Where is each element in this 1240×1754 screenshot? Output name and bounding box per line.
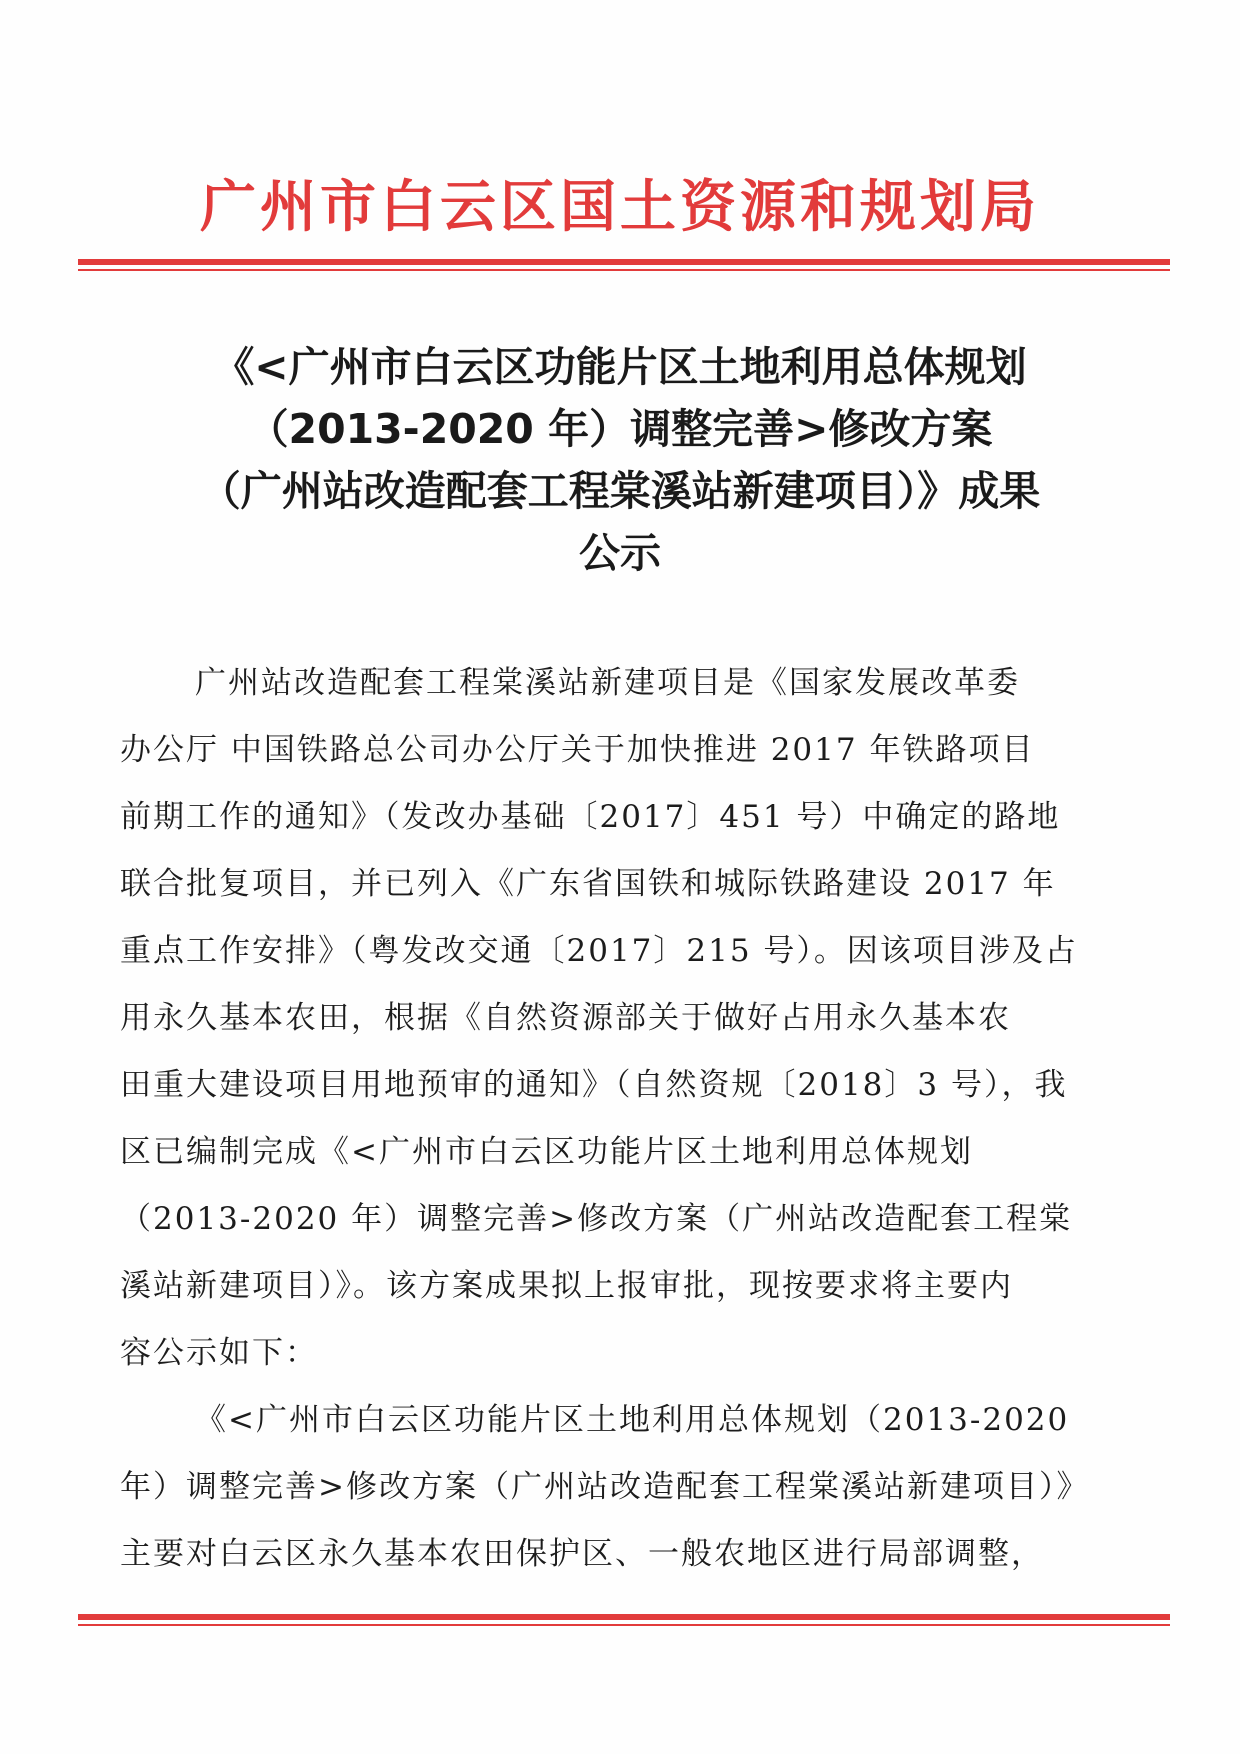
body-line: 用永久基本农田，根据《自然资源部关于做好占用永久基本农 (120, 1000, 1011, 1036)
header-divider-thick (78, 259, 1170, 265)
title-line: 《<广州市白云区功能片区土地利用总体规划 (213, 343, 1027, 391)
body-line: 田重大建设项目用地预审的通知》（自然资规〔2018〕3 号），我 (120, 1067, 1068, 1103)
issuing-authority-header: 广州市白云区国土资源和规划局 (200, 174, 1040, 240)
footer-divider (78, 1614, 1170, 1626)
header-divider (78, 259, 1170, 271)
title-line: 公示 (579, 529, 661, 577)
body-line: 《<广州市白云区功能片区土地利用总体规划（2013-2020 (195, 1402, 1070, 1438)
body-line: 前期工作的通知》（发改办基础〔2017〕451 号）中确定的路地 (120, 799, 1061, 835)
body-line: 办公厅 中国铁路总公司办公厅关于加快推进 2017 年铁路项目 (120, 732, 1035, 768)
body-line: 溪站新建项目）》。该方案成果拟上报审批，现按要求将主要内 (120, 1268, 1013, 1304)
document-title (100, 336, 1140, 584)
body-line: 区已编制完成《<广州市白云区功能片区土地利用总体规划 (120, 1134, 973, 1170)
footer-divider-thin (78, 1624, 1170, 1626)
paragraph-1 (120, 650, 1140, 1387)
body-line: 主要对白云区永久基本农田保护区、一般农地区进行局部调整， (120, 1536, 1044, 1572)
document-body (120, 650, 1140, 1588)
body-line: 广州站改造配套工程棠溪站新建项目是《国家发展改革委 (195, 665, 1020, 701)
title-line: （2013-2020 年）调整完善>修改方案 (247, 405, 993, 453)
header-divider-thin (78, 269, 1170, 271)
title-line: （广州站改造配套工程棠溪站新建项目）》成果 (199, 467, 1041, 515)
body-line: 联合批复项目，并已列入《广东省国铁和城际铁路建设 2017 年 (120, 866, 1056, 902)
body-line: 年）调整完善>修改方案（广州站改造配套工程棠溪站新建项目）》 (120, 1469, 1090, 1505)
paragraph-2 (120, 1387, 1140, 1588)
footer-divider-thick (78, 1614, 1170, 1620)
body-line: 重点工作安排》（粤发改交通〔2017〕215 号）。因该项目涉及占 (120, 933, 1078, 969)
body-line: （2013-2020 年）调整完善>修改方案（广州站改造配套工程棠 (120, 1201, 1073, 1237)
body-line: 容公示如下： (120, 1335, 318, 1371)
